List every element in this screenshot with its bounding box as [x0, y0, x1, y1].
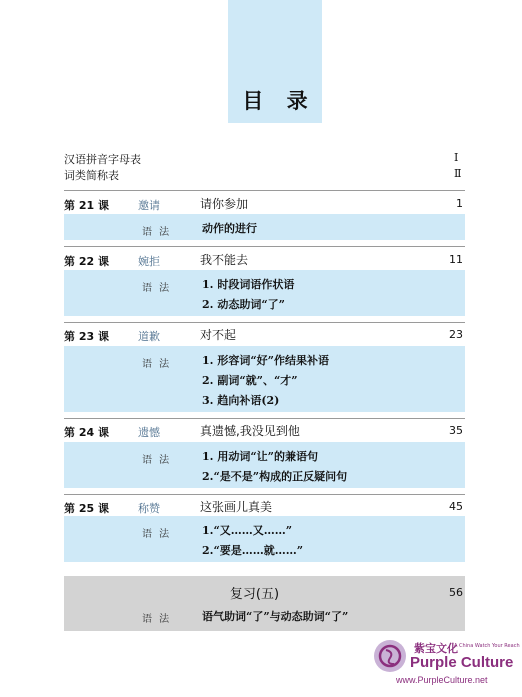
- lesson-number: 第 22 课: [64, 255, 109, 268]
- grammar-label: 语 法: [142, 227, 172, 238]
- lesson-number: 第 23 课: [64, 330, 109, 343]
- grammar-item: 2.“是不是”构成的正反疑问句: [202, 470, 348, 483]
- lesson-23-row[interactable]: [64, 324, 465, 344]
- lesson-function: 邀请: [138, 199, 160, 212]
- review-page: 56: [449, 586, 463, 599]
- grammar-label: 语 法: [142, 359, 172, 370]
- grammar-item: 2. 副词“就”、“才”: [202, 374, 298, 387]
- lesson-25-grammar: [64, 516, 465, 562]
- grammar-item: 2.“要是……就……”: [202, 544, 304, 557]
- review-section[interactable]: [64, 576, 465, 631]
- lesson-function: 称赞: [138, 502, 160, 515]
- watermark-tagline: A China Watch Your Reach: [454, 643, 520, 649]
- lesson-page: 1: [456, 197, 463, 210]
- grammar-item: 1. 形容词“好”作结果补语: [202, 354, 329, 367]
- lesson-title: 我不能去: [200, 253, 249, 267]
- lesson-24-row[interactable]: [64, 420, 465, 440]
- appendix-page: Ⅱ: [454, 167, 462, 180]
- grammar-item: 动作的进行: [202, 222, 257, 235]
- lesson-title: 真遗憾,我没见到他: [200, 424, 300, 438]
- purple-culture-logo-icon: [372, 638, 408, 674]
- watermark-url[interactable]: www.PurpleCulture.net: [396, 675, 488, 685]
- page-title: 目 录: [242, 89, 316, 113]
- lesson-title: 请你参加: [200, 197, 249, 211]
- lesson-function: 道歉: [138, 330, 160, 343]
- appendix-page: Ⅰ: [454, 151, 459, 164]
- lesson-number: 第 24 课: [64, 426, 109, 439]
- grammar-label: 语 法: [142, 529, 172, 540]
- grammar-label: 语 法: [142, 283, 172, 294]
- appendix-label: 汉语拼音字母表: [64, 153, 141, 166]
- appendix-item-pinyin[interactable]: [64, 151, 459, 167]
- grammar-item: 2. 动态助词“了”: [202, 298, 285, 311]
- watermark-cn: 紫宝文化: [414, 642, 458, 655]
- lesson-23-grammar: [64, 346, 465, 412]
- appendix-label: 词类简称表: [64, 169, 119, 182]
- divider: [64, 190, 465, 191]
- grammar-item: 1.“又……又……”: [202, 524, 293, 537]
- lesson-24-grammar: [64, 442, 465, 488]
- grammar-item: 1. 用动词“让”的兼语句: [202, 450, 318, 463]
- title-banner: [228, 0, 322, 123]
- lesson-page: 23: [449, 328, 463, 341]
- lesson-25-row[interactable]: [64, 496, 465, 516]
- lesson-22-row[interactable]: [64, 249, 465, 269]
- appendix-item-word-classes[interactable]: [64, 167, 462, 183]
- lesson-number: 第 25 课: [64, 502, 109, 515]
- lesson-21-grammar: [64, 214, 465, 240]
- lesson-title: 这张画儿真美: [200, 500, 273, 514]
- divider: [64, 246, 465, 247]
- divider: [64, 418, 465, 419]
- review-title: 复习(五): [229, 587, 280, 602]
- lesson-page: 45: [449, 500, 463, 513]
- divider: [64, 494, 465, 495]
- lesson-page: 35: [449, 424, 463, 437]
- grammar-label: 语 法: [142, 614, 172, 625]
- grammar-item: 3. 趋向补语(2): [202, 394, 280, 407]
- lesson-function: 婉拒: [138, 255, 160, 268]
- grammar-label: 语 法: [142, 455, 172, 466]
- lesson-title: 对不起: [200, 328, 237, 342]
- lesson-function: 遗憾: [138, 426, 160, 439]
- lesson-page: 11: [449, 253, 463, 266]
- lesson-number: 第 21 课: [64, 199, 109, 212]
- lesson-22-grammar: [64, 270, 465, 316]
- grammar-item: 1. 时段词语作状语: [202, 278, 295, 291]
- divider: [64, 322, 465, 323]
- grammar-item: 语气助词“了”与动态助词“了”: [202, 610, 349, 623]
- lesson-21-row[interactable]: [64, 193, 465, 213]
- watermark-brand: Purple Culture: [410, 654, 514, 671]
